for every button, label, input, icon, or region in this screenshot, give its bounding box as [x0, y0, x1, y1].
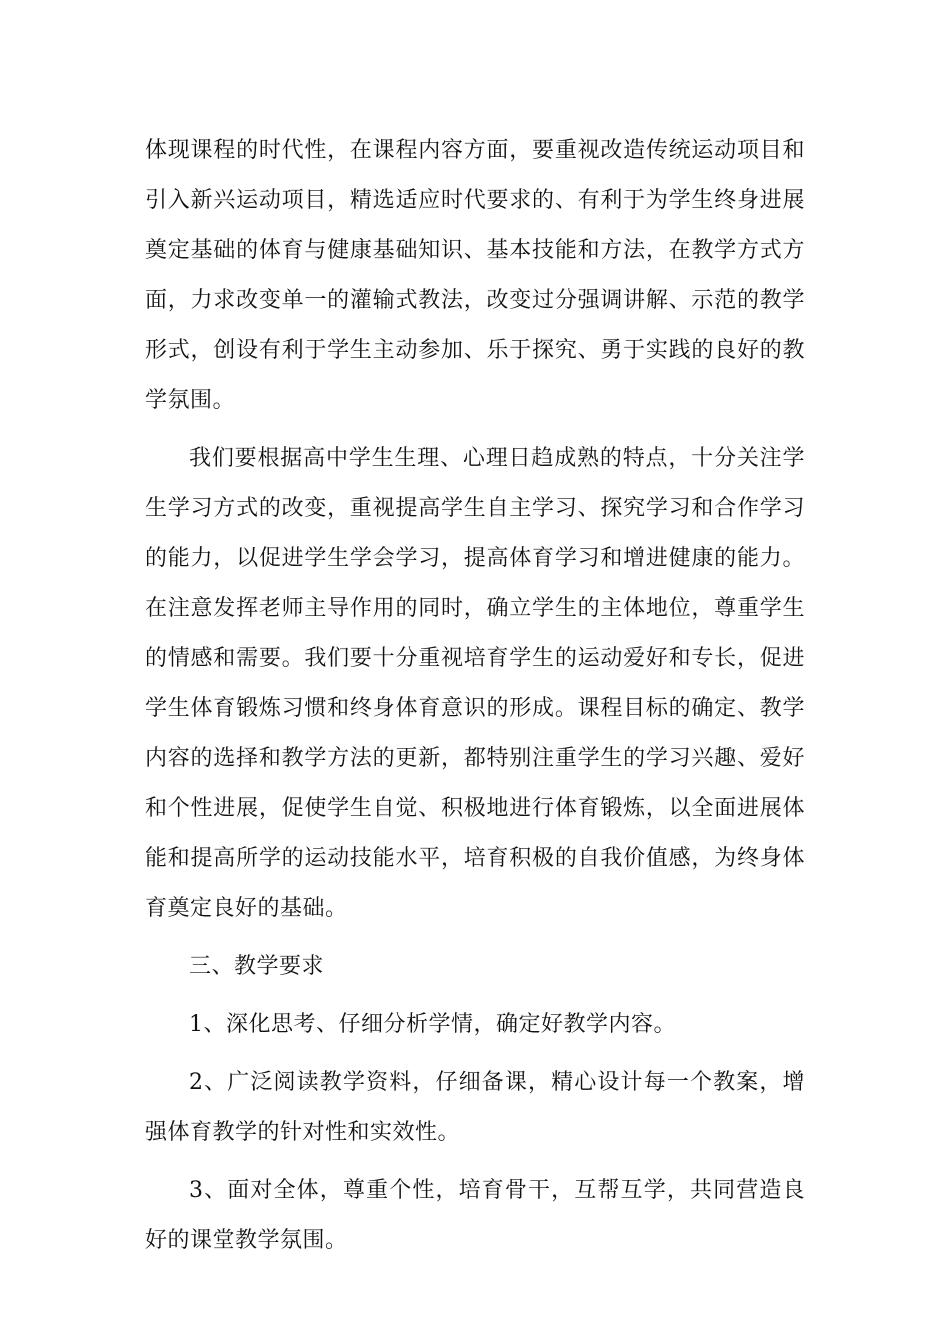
section-heading-teaching-requirements: 三、教学要求: [189, 954, 325, 979]
requirement-item-3: 3、面对全体，尊重个性，培育骨干，互帮互学，共同营造良好的课堂教学氛围。: [145, 1178, 805, 1253]
document-body: [145, 126, 805, 1266]
paragraph-continuation: 体现课程的时代性，在课程内容方面，要重视改造传统运动项目和引入新兴运动项目，精选适应时代要求的、有利于为学生终身进展奠定基础的体育与健康基础知识、基本技能和方法，在教学方式方面，力求改变单一的灌输式教法，改变过分强调讲解、示范的教学形式，创设有利于学生主动参加、乐于探究、勇于实践的良好的教学氛围。: [145, 138, 805, 413]
requirement-item-2: 2、广泛阅读教学资料，仔细备课，精心设计每一个教案，增强体育教学的针对性和实效性。: [145, 1070, 805, 1145]
requirement-item-1: 1、深化思考、仔细分析学情，确定好教学内容。: [189, 1012, 676, 1037]
paragraph-student-learning: 我们要根据高中学生生理、心理日趋成熟的特点，十分关注学生学习方式的改变，重视提高学生自主学习、探究学习和合作学习的能力，以促进学生学会学习，提高体育学习和增进健康的能力。在注意发挥老师主导作用的同时，确立学生的主体地位，尊重学生的情感和需要。我们要十分重视培育学生的运动爱好和专长，促进学生体育锻炼习惯和终身体育意识的形成。课程目标的确定、教学内容的选择和教学方法的更新，都特别注重学生的学习兴趣、爱好和个性进展，促使学生自觉、积极地进行体育锻炼，以全面进展体能和提高所学的运动技能水平，培育积极的自我价值感，为终身体育奠定良好的基础。: [145, 446, 805, 921]
